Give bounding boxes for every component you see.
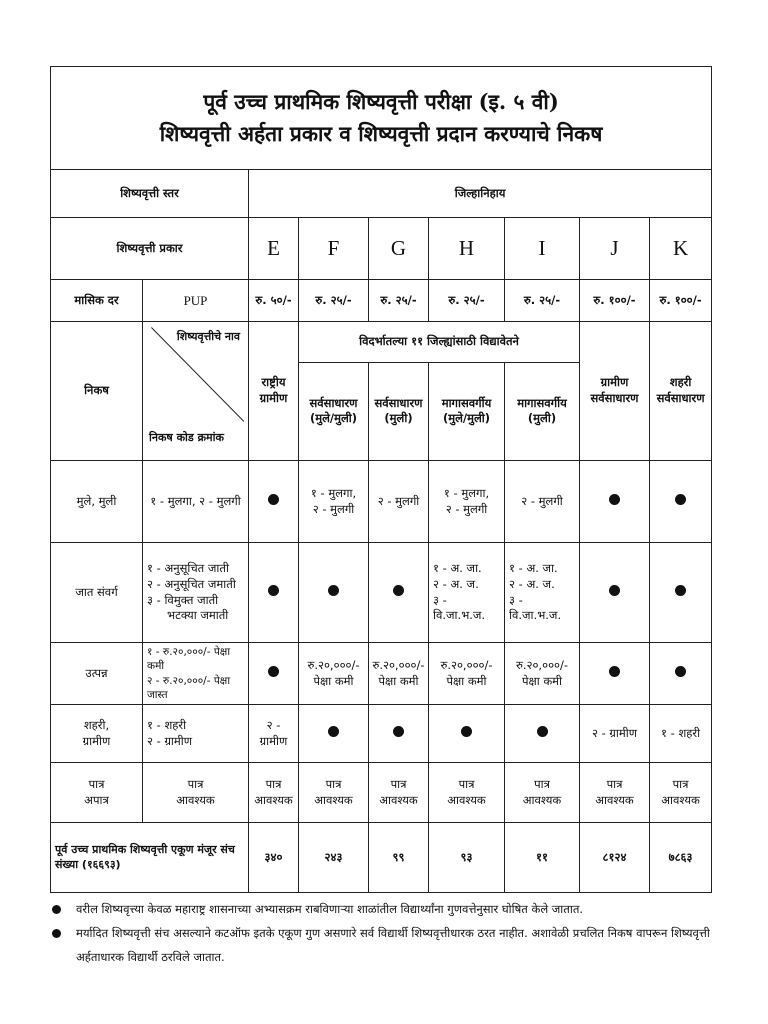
bullet-dot [609,585,620,596]
caste-row [51,543,712,643]
sub-header-f: सर्वसाधारण (मुले/मुली) [299,362,369,460]
row-label: पात्र अपात्र [51,763,143,823]
scholarship-name-label: शिष्यवृत्तीचे नाव [176,330,240,343]
cell: पात्र आवश्यक [505,763,580,823]
criteria-code-label: निकष कोड क्रमांक [149,431,224,445]
rate-code: PUP [143,280,249,322]
document-title: पूर्व उच्च प्राथमिक शिष्यवृत्ती परीक्षा (इ. ५ वी) [203,89,559,114]
row-codes: पात्र आवश्यक [143,763,249,823]
row-codes: १ - रु.२०,०००/- पेक्षा कमी २ - रु.२०,०००/- पेक्षा जास्त [143,643,249,705]
note-item: मर्यादित शिष्यवृत्ती संच असल्याने कटऑफ इतके एकूण गुण असणारे सर्व विद्यार्थी शिष्यवृत्तीधारक ठरत नाहीत. अशावेळी प्रचलित निकष वापरून शिष्यवृत्ती अर्हताधारक विद्यार्थी ठरविले जातात. [50,921,711,969]
bullet-icon [52,905,61,914]
rate-cell: रु. ५०/- [249,280,299,322]
sub-header-i: मागासवर्गीय (मुली) [505,362,580,460]
cell: २ - मुलगी [369,461,429,543]
sub-header-g: सर्वसाधारण (मुली) [369,362,429,460]
bullet-dot [393,585,404,596]
title-row [51,67,712,170]
cell: २ - मुलगी [505,461,580,543]
rate-cell: रु. १००/- [650,280,712,322]
type-letter: F [299,218,369,280]
vidarbha-header: विदर्भातल्या ११ जिल्ह्यांसाठी विद्यावेतने [299,322,580,363]
cell: २ - ग्रामीण [249,705,299,763]
cell: पात्र आवश्यक [369,763,429,823]
row-codes: १ - शहरी २ - ग्रामीण [143,705,249,763]
sub-header-h: मागासवर्गीय (मुले/मुली) [429,362,505,460]
eligibility-row [51,763,712,823]
total-value: ९९ [369,823,429,893]
bullet-dot [537,726,548,737]
bullet-dot [675,494,686,505]
level-label: शिष्यवृत्ती स्तर [51,170,249,218]
total-value: ८१२४ [580,823,650,893]
cell: पात्र आवश्यक [249,763,299,823]
row-label: मुले, मुली [51,461,143,543]
notes [50,897,711,969]
type-letter: G [369,218,429,280]
bullet-dot [328,726,339,737]
document [50,66,711,969]
type-letter: E [249,218,299,280]
level-row [51,170,712,218]
bullet-dot [675,666,686,677]
area-row [51,705,712,763]
type-label: शिष्यवृत्ती प्रकार [51,218,249,280]
total-value: ९३ [429,823,505,893]
shahari-header: शहरी सर्वसाधारण [650,322,712,461]
bullet-icon [52,929,61,938]
row-codes: १ - अनुसूचित जाती २ - अनुसूचित जमाती ३ - विमुक्त जाती भटक्या जमाती [143,543,249,643]
bullet-dot [461,726,472,737]
rate-cell: रु. २५/- [369,280,429,322]
criteria-label: निकष [51,322,143,461]
bullet-dot [609,666,620,677]
cell: १ - अ. जा. २ - अ. ज. ३ - वि.जा.भ.ज. [505,543,580,643]
bullet-dot [328,585,339,596]
total-value: २४३ [299,823,369,893]
cell: रु.२०,०००/- पेक्षा कमी [429,643,505,705]
type-letter: J [580,218,650,280]
cell: रु.२०,०००/- पेक्षा कमी [299,643,369,705]
rate-cell: रु. २५/- [505,280,580,322]
cell: पात्र आवश्यक [580,763,650,823]
bullet-dot [268,494,279,505]
cell: रु.२०,०००/- पेक्षा कमी [505,643,580,705]
total-value: ११ [505,823,580,893]
note-item: वरील शिष्यवृत्त्या केवळ महाराष्ट्र शासनाच्या अभ्यासक्रम राबविणाऱ्या शाळांतील विद्यार्थ्यांना गुणवत्तेनुसार घोषित केले जातात. [50,897,711,921]
rate-cell: रु. २५/- [299,280,369,322]
total-row [51,823,712,893]
row-label: जात संवर्ग [51,543,143,643]
row-label: उत्पन्न [51,643,143,705]
bullet-dot [609,494,620,505]
rate-label: मासिक दर [51,280,143,322]
rate-cell: रु. २५/- [429,280,505,322]
cell: पात्र आवश्यक [650,763,712,823]
criteria-header-row [51,322,712,363]
cell: १ - मुलगा, २ - मुलगी [429,461,505,543]
diagonal-header [143,322,249,461]
type-letter: H [429,218,505,280]
bullet-dot [393,726,404,737]
cell: २ - ग्रामीण [580,705,650,763]
type-letter: I [505,218,580,280]
cell: १ - मुलगा, २ - मुलगी [299,461,369,543]
level-value: जिल्हानिहाय [249,170,712,218]
bullet-dot [268,585,279,596]
income-row [51,643,712,705]
type-letter: K [650,218,712,280]
rate-row [51,280,712,322]
bullet-dot [268,666,279,677]
row-label: शहरी, ग्रामीण [51,705,143,763]
cell: १ - शहरी [650,705,712,763]
bullet-dot [675,585,686,596]
cell: पात्र आवश्यक [299,763,369,823]
total-label: पूर्व उच्च प्राथमिक शिष्यवृत्ती एकूण मंजूर संच संख्या (१६६९३) [51,823,249,893]
rate-cell: रु. १००/- [580,280,650,322]
gender-row [51,461,712,543]
gramin-header: ग्रामीण सर्वसाधारण [580,322,650,461]
criteria-table [50,66,712,893]
total-value: ३४० [249,823,299,893]
total-value: ७८६३ [650,823,712,893]
cell: पात्र आवश्यक [429,763,505,823]
type-row [51,218,712,280]
cell: १ - अ. जा. २ - अ. ज. ३ - वि.जा.भ.ज. [429,543,505,643]
cell: रु.२०,०००/- पेक्षा कमी [369,643,429,705]
document-subtitle: शिष्यवृत्ती अर्हता प्रकार व शिष्यवृत्ती प्रदान करण्याचे निकष [159,121,603,146]
rashtriya-gramin-header: राष्ट्रीय ग्रामीण [249,322,299,461]
row-codes: १ - मुलगा, २ - मुलगी [143,461,249,543]
